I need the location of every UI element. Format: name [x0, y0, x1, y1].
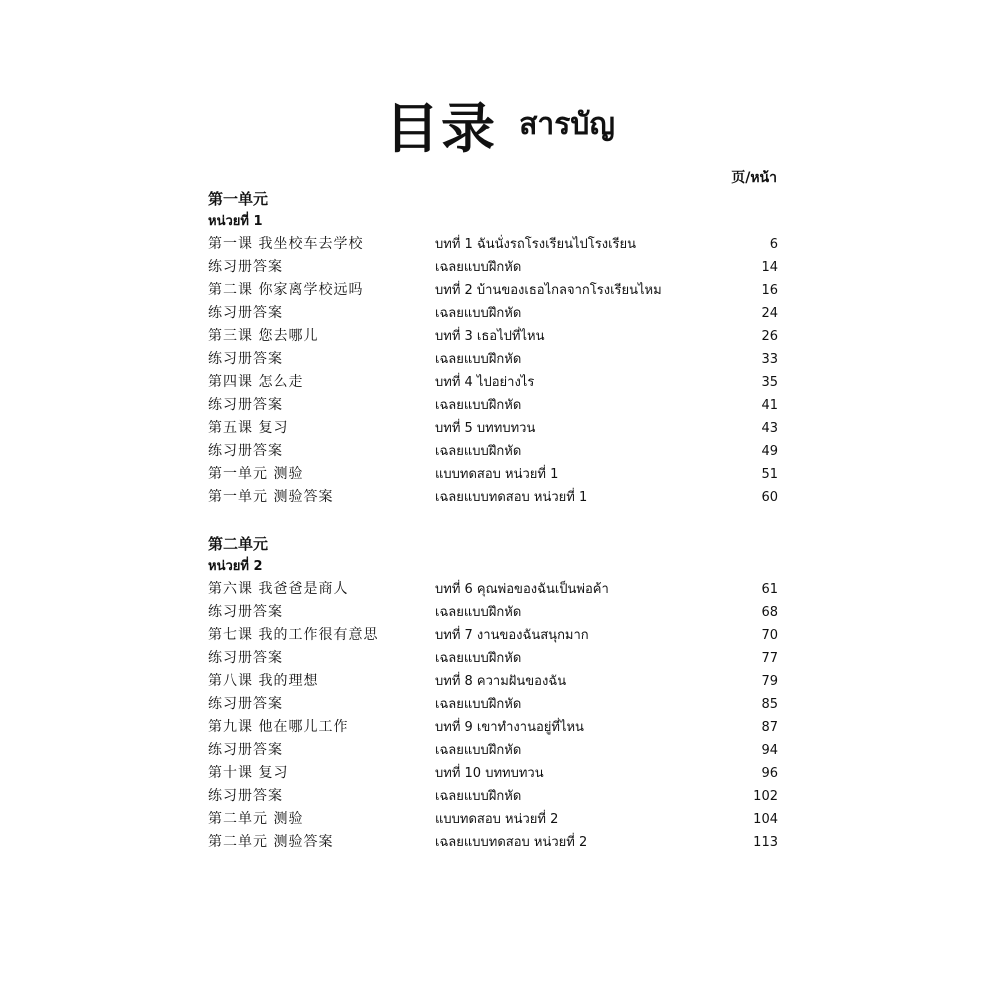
entry-chinese: 练习册答案 — [208, 259, 283, 275]
entry-thai: เฉลยแบบฝึกหัด — [435, 743, 522, 758]
toc-row — [208, 417, 778, 440]
toc-row — [208, 647, 778, 670]
entry-thai: เฉลยแบบฝึกหัด — [435, 260, 522, 275]
entry-page-number: 87 — [761, 720, 778, 735]
entry-thai: บทที่ 3 เธอไปที่ไหน — [435, 329, 545, 344]
entry-page-number: 24 — [761, 306, 778, 321]
entry-chinese: 练习册答案 — [208, 305, 283, 321]
entry-page-number: 43 — [761, 421, 778, 436]
toc-row — [208, 394, 778, 417]
entry-thai: เฉลยแบบฝึกหัด — [435, 605, 522, 620]
title-chinese: 目录 — [385, 97, 498, 160]
toc-row — [208, 808, 778, 831]
entry-thai: บทที่ 10 บททบทวน — [435, 766, 544, 781]
toc-row — [208, 348, 778, 371]
toc-row — [208, 670, 778, 693]
entry-chinese: 第二单元 测验 — [208, 811, 304, 827]
entry-chinese: 第九课 他在哪儿工作 — [208, 719, 349, 735]
entry-page-number: 35 — [761, 375, 778, 390]
toc-row — [208, 486, 778, 509]
entry-thai: เฉลยแบบฝึกหัด — [435, 306, 522, 321]
unit-heading-chinese: 第二单元 — [208, 535, 269, 553]
toc-row — [208, 440, 778, 463]
entry-page-number: 33 — [761, 352, 778, 367]
entry-page-number: 79 — [761, 674, 778, 689]
entry-thai: บทที่ 6 คุณพ่อของฉันเป็นพ่อค้า — [435, 582, 609, 597]
entry-chinese: 练习册答案 — [208, 696, 283, 712]
entry-chinese: 第一单元 测验 — [208, 466, 304, 482]
toc-row — [208, 831, 778, 854]
entry-chinese: 练习册答案 — [208, 604, 283, 620]
entry-page-number: 60 — [761, 490, 778, 505]
toc-row — [208, 693, 778, 716]
entry-thai: บทที่ 2 บ้านของเธอไกลจากโรงเรียนไหม — [435, 283, 662, 298]
entry-chinese: 练习册答案 — [208, 443, 283, 459]
entry-chinese: 练习册答案 — [208, 397, 283, 413]
toc-row — [208, 762, 778, 785]
entry-chinese: 第二单元 测验答案 — [208, 834, 334, 850]
entry-page-number: 94 — [761, 743, 778, 758]
entry-thai: เฉลยแบบฝึกหัด — [435, 789, 522, 804]
unit-heading-chinese: 第一单元 — [208, 190, 269, 208]
entry-page-number: 102 — [753, 789, 778, 804]
entry-page-number: 26 — [761, 329, 778, 344]
entry-thai: บทที่ 9 เขาทำงานอยู่ที่ไหน — [435, 720, 584, 735]
toc-row — [208, 256, 778, 279]
entry-thai: เฉลยแบบฝึกหัด — [435, 352, 522, 367]
entry-page-number: 104 — [753, 812, 778, 827]
entry-page-number: 77 — [761, 651, 778, 666]
unit-heading-thai: หน่วยที่ 1 — [208, 214, 263, 229]
toc-row — [208, 601, 778, 624]
entry-page-number: 16 — [761, 283, 778, 298]
title-thai: สารบัญ — [519, 107, 615, 142]
entry-page-number: 68 — [761, 605, 778, 620]
entry-page-number: 85 — [761, 697, 778, 712]
entry-page-number: 70 — [761, 628, 778, 643]
toc-row — [208, 371, 778, 394]
entry-chinese: 第一课 我坐校车去学校 — [208, 236, 364, 252]
page-column-header: 页/หน้า — [731, 170, 777, 186]
entry-thai: แบบทดสอบ หน่วยที่ 1 — [435, 467, 559, 482]
entry-page-number: 61 — [761, 582, 778, 597]
entry-chinese: 第四课 怎么走 — [208, 374, 304, 390]
toc-row — [208, 302, 778, 325]
entry-thai: เฉลยแบบฝึกหัด — [435, 697, 522, 712]
entry-chinese: 练习册答案 — [208, 788, 283, 804]
entry-page-number: 14 — [761, 260, 778, 275]
entry-page-number: 113 — [753, 835, 778, 850]
entry-thai: บทที่ 4 ไปอย่างไร — [435, 375, 535, 390]
toc-row — [208, 233, 778, 256]
entry-thai: บทที่ 7 งานของฉันสนุกมาก — [435, 628, 589, 643]
entry-thai: เฉลยแบบทดสอบ หน่วยที่ 1 — [435, 490, 588, 505]
entry-chinese: 练习册答案 — [208, 351, 283, 367]
entry-thai: เฉลยแบบฝึกหัด — [435, 651, 522, 666]
toc-row — [208, 578, 778, 601]
toc-row — [208, 785, 778, 808]
entry-thai: บทที่ 5 บททบทวน — [435, 421, 536, 436]
entry-chinese: 第七课 我的工作很有意思 — [208, 627, 379, 643]
entry-thai: เฉลยแบบฝึกหัด — [435, 444, 522, 459]
unit-section-2 — [208, 533, 778, 854]
entry-thai: บทที่ 1 ฉันนั่งรถโรงเรียนไปโรงเรียน — [435, 237, 637, 252]
unit-heading-thai: หน่วยที่ 2 — [208, 559, 263, 574]
unit-section-1 — [208, 188, 778, 509]
toc-row — [208, 739, 778, 762]
entry-thai: แบบทดสอบ หน่วยที่ 2 — [435, 812, 559, 827]
entry-chinese: 第六课 我爸爸是商人 — [208, 581, 349, 597]
entry-page-number: 96 — [761, 766, 778, 781]
entry-page-number: 49 — [761, 444, 778, 459]
toc-row — [208, 325, 778, 348]
entry-chinese: 第一单元 测验答案 — [208, 489, 334, 505]
entry-page-number: 6 — [769, 237, 778, 252]
entry-thai: บทที่ 8 ความฝันของฉัน — [435, 674, 567, 689]
entry-page-number: 41 — [761, 398, 778, 413]
entry-chinese: 第二课 你家离学校远吗 — [208, 282, 364, 298]
entry-chinese: 第三课 您去哪儿 — [208, 328, 319, 344]
entry-thai: เฉลยแบบฝึกหัด — [435, 398, 522, 413]
toc-row — [208, 624, 778, 647]
entry-thai: เฉลยแบบทดสอบ หน่วยที่ 2 — [435, 835, 588, 850]
page-title — [0, 86, 1000, 163]
toc-row — [208, 716, 778, 739]
entry-chinese: 练习册答案 — [208, 742, 283, 758]
toc-row — [208, 463, 778, 486]
entry-chinese: 第八课 我的理想 — [208, 673, 319, 689]
entry-page-number: 51 — [761, 467, 778, 482]
entry-chinese: 练习册答案 — [208, 650, 283, 666]
entry-chinese: 第十课 复习 — [208, 765, 289, 781]
toc-row — [208, 279, 778, 302]
entry-chinese: 第五课 复习 — [208, 420, 289, 436]
